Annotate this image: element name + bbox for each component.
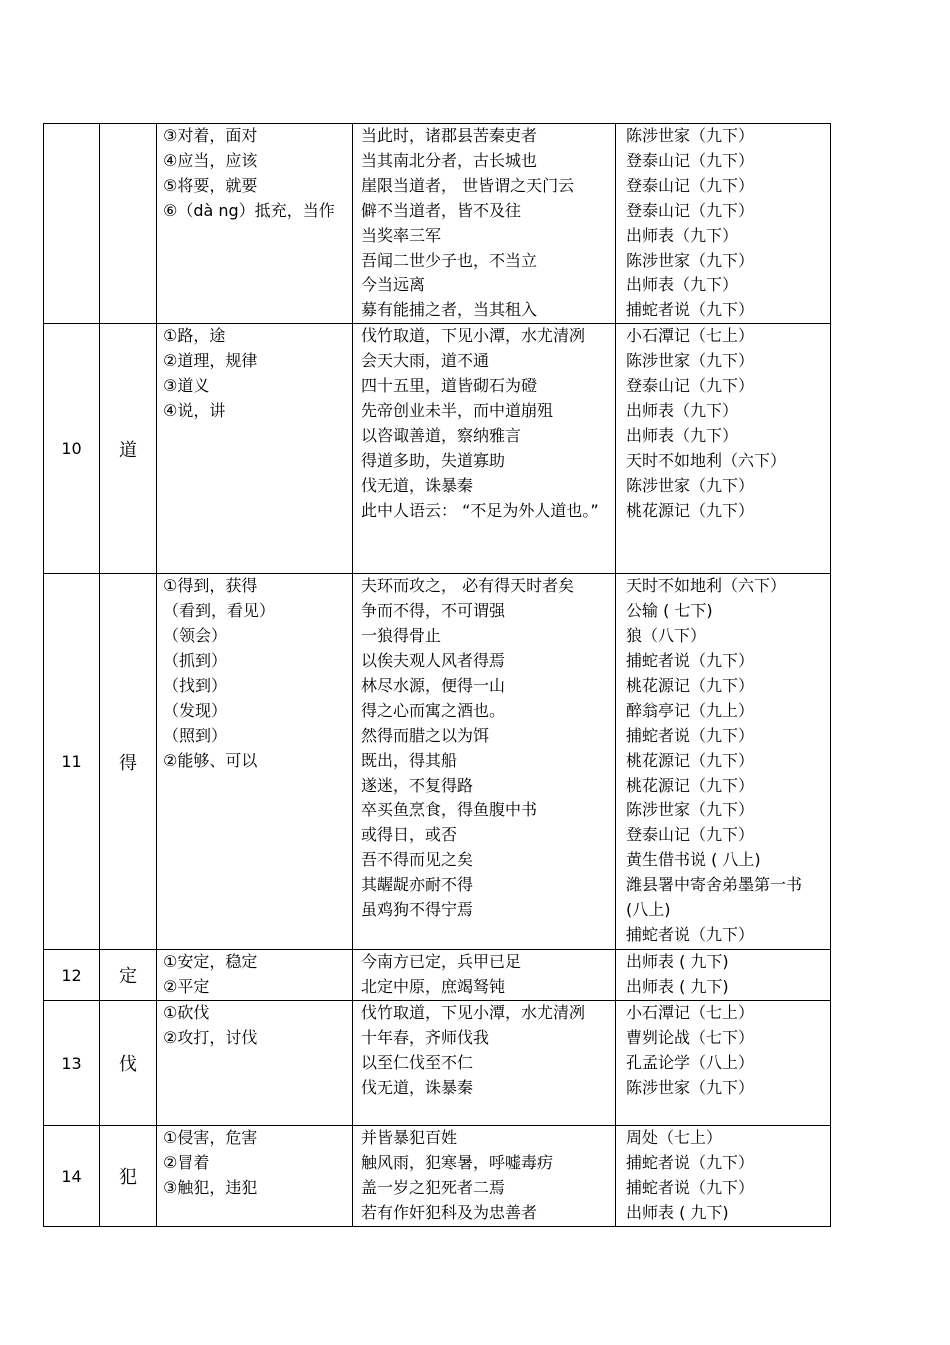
entry-number: 10	[44, 324, 100, 574]
example-line: 虽鸡狗不得宁焉	[361, 900, 474, 920]
example-line: 夫环而攻之， 必有得天时者矣	[361, 576, 575, 596]
table-row	[44, 950, 831, 1001]
table-row	[44, 124, 831, 324]
source-line: 捕蛇者说（九下）	[626, 650, 755, 670]
source-line: 陈涉世家（九下）	[626, 250, 755, 270]
meaning-line: ③对着，面对	[163, 126, 258, 145]
example-line: 触风雨，犯寒暑，呼嘘毒疠	[361, 1152, 554, 1172]
example-line: 争而不得，不可谓强	[361, 601, 506, 621]
meaning-line: ②冒着	[163, 1152, 210, 1172]
meaning-line: （领会）	[163, 626, 228, 646]
example-line: 僻不当道者，皆不及往	[361, 200, 522, 220]
meaning-line: ①路，途	[163, 326, 226, 346]
meaning-line: ④应当，应该	[163, 150, 258, 170]
source-line: 黄生借书说 ( 八上)	[626, 850, 761, 870]
meaning-line: ①侵害，危害	[163, 1128, 258, 1148]
example-line: 得之心而寓之酒也。	[361, 700, 506, 720]
example-line: 北定中原，庶竭驽钝	[361, 977, 506, 997]
examples-cell	[353, 1126, 616, 1227]
source-line: 出师表（九下）	[626, 275, 739, 295]
source-line: 登泰山记（九下）	[626, 825, 755, 845]
source-line: 曹刿论战（七下）	[626, 1027, 755, 1047]
meaning-line: （照到）	[163, 725, 228, 745]
example-line: 此中人语云： “不足为外人道也。”	[361, 500, 599, 520]
examples-cell	[353, 574, 616, 950]
example-line: 今当远离	[361, 275, 426, 295]
example-line: 以咨诹善道，察纳雅言	[361, 425, 522, 445]
source-line: 出师表 ( 九下)	[626, 1202, 729, 1222]
example-line: 会天大雨，道不通	[361, 351, 490, 371]
source-line: 登泰山记（九下）	[626, 200, 755, 220]
table-row	[44, 1126, 831, 1227]
example-line: 既出，得其船	[361, 750, 458, 770]
meanings-cell	[157, 1001, 353, 1126]
meaning-line: ①得到，获得	[163, 576, 258, 596]
meanings-cell	[157, 324, 353, 574]
example-line: 伐竹取道，下见小潭，水尤清冽	[361, 326, 586, 346]
example-line: 若有作奸犯科及为忠善者	[361, 1202, 538, 1222]
example-line: 或得日，或否	[361, 825, 458, 845]
example-line: 今南方已定，兵甲已足	[361, 952, 522, 972]
examples-cell	[353, 950, 616, 1001]
source-line: 捕蛇者说（九下）	[626, 1177, 755, 1197]
meanings-cell	[157, 950, 353, 1001]
entry-character: 伐	[100, 1001, 157, 1126]
source-line: 陈涉世家（九下）	[626, 1077, 755, 1097]
meanings-cell	[157, 574, 353, 950]
table-row	[44, 324, 831, 574]
source-line: 狼（八下）	[626, 626, 707, 646]
source-line: 出师表（九下）	[626, 225, 739, 245]
example-line: 以俟夫观人风者得焉	[361, 650, 506, 670]
example-line: 伐无道，诛暴秦	[361, 475, 474, 495]
meanings-cell	[157, 124, 353, 324]
sources-cell	[616, 1126, 831, 1227]
source-line: 捕蛇者说（九下）	[626, 300, 755, 320]
source-line: 醉翁亭记（九上）	[626, 700, 755, 720]
examples-cell	[353, 324, 616, 574]
sources-cell	[616, 324, 831, 574]
table-row	[44, 1001, 831, 1126]
meanings-cell	[157, 1126, 353, 1227]
meaning-line: ⑤将要，就要	[163, 175, 258, 195]
table-body	[44, 124, 831, 1227]
meaning-line: ①安定，稳定	[163, 952, 258, 972]
entry-character: 定	[100, 950, 157, 1001]
source-line: 登泰山记（九下）	[626, 175, 755, 195]
source-line: 潍县署中寄舍弟墨第一书(八上)	[626, 875, 803, 920]
meaning-line: ②能够、可以	[163, 750, 258, 770]
source-line: 桃花源记（九下）	[626, 750, 755, 770]
meaning-line: ④说，讲	[163, 400, 226, 420]
meaning-line: （发现）	[163, 700, 228, 720]
entry-character	[100, 124, 157, 324]
source-line: 出师表 ( 九下)	[626, 952, 729, 972]
source-line: 出师表 ( 九下)	[626, 977, 729, 997]
example-line: 其龌龊亦耐不得	[361, 875, 474, 895]
entry-number	[44, 124, 100, 324]
example-line: 当其南北分者，古长城也	[361, 150, 538, 170]
vocabulary-table	[43, 123, 831, 1227]
example-line: 以至仁伐至不仁	[361, 1052, 474, 1072]
example-line: 伐无道，诛暴秦	[361, 1077, 474, 1097]
source-line: 陈涉世家（九下）	[626, 351, 755, 371]
example-line: 当此时，诸郡县苦秦吏者	[361, 126, 538, 145]
example-line: 卒买鱼烹食，得鱼腹中书	[361, 800, 538, 820]
entry-character: 犯	[100, 1126, 157, 1227]
source-line: 小石潭记（七上）	[626, 326, 755, 346]
entry-number: 14	[44, 1126, 100, 1227]
examples-cell	[353, 124, 616, 324]
entry-character: 得	[100, 574, 157, 950]
source-line: 登泰山记（九下）	[626, 376, 755, 396]
example-line: 吾闻二世少子也，不当立	[361, 250, 538, 270]
sources-cell	[616, 124, 831, 324]
source-line: 孔孟论学（八上）	[626, 1052, 755, 1072]
source-line: 桃花源记（九下）	[626, 775, 755, 795]
source-line: 捕蛇者说（九下）	[626, 1152, 755, 1172]
example-line: 募有能捕之者，当其租入	[361, 300, 538, 320]
source-line: 登泰山记（九下）	[626, 150, 755, 170]
example-line: 先帝创业未半，而中道崩殂	[361, 400, 554, 420]
example-line: 遂迷，不复得路	[361, 775, 474, 795]
source-line: 捕蛇者说（九下）	[626, 924, 755, 944]
source-line: 周处（七上）	[626, 1128, 723, 1148]
sources-cell	[616, 574, 831, 950]
source-line: 出师表（九下）	[626, 425, 739, 445]
example-line: 并皆暴犯百姓	[361, 1128, 458, 1148]
entry-character: 道	[100, 324, 157, 574]
examples-cell	[353, 1001, 616, 1126]
sources-cell	[616, 950, 831, 1001]
table-row	[44, 574, 831, 950]
source-line: 天时不如地利（六下）	[626, 576, 787, 596]
meaning-line: ②道理，规律	[163, 351, 258, 371]
meaning-line: ②攻打，讨伐	[163, 1027, 258, 1047]
meaning-line: ①砍伐	[163, 1003, 210, 1023]
source-line: 天时不如地利（六下）	[626, 450, 787, 470]
source-line: 陈涉世家（九下）	[626, 126, 755, 145]
example-line: 得道多助，失道寡助	[361, 450, 506, 470]
source-line: 桃花源记（九下）	[626, 500, 755, 520]
meaning-line: （抓到）	[163, 650, 228, 670]
meaning-line: ③道义	[163, 376, 210, 396]
meaning-line: （找到）	[163, 675, 228, 695]
source-line: 出师表（九下）	[626, 400, 739, 420]
source-line: 捕蛇者说（九下）	[626, 725, 755, 745]
example-line: 崖限当道者， 世皆谓之天门云	[361, 175, 575, 195]
example-line: 伐竹取道，下见小潭，水尤清冽	[361, 1003, 586, 1023]
example-line: 当奖率三军	[361, 225, 442, 245]
example-line: 然得而腊之以为饵	[361, 725, 490, 745]
example-line: 盖一岁之犯死者二焉	[361, 1177, 506, 1197]
example-line: 一狼得骨止	[361, 626, 442, 646]
source-line: 桃花源记（九下）	[626, 675, 755, 695]
entry-number: 12	[44, 950, 100, 1001]
entry-number: 13	[44, 1001, 100, 1126]
meaning-line: ②平定	[163, 977, 210, 997]
example-line: 十年春，齐师伐我	[361, 1027, 490, 1047]
meaning-line: ⑥（dà ng）抵充，当作	[163, 200, 335, 220]
source-line: 陈涉世家（九下）	[626, 800, 755, 820]
entry-number: 11	[44, 574, 100, 950]
example-line: 吾不得而见之矣	[361, 850, 474, 870]
source-line: 小石潭记（七上）	[626, 1003, 755, 1023]
source-line: 陈涉世家（九下）	[626, 475, 755, 495]
meaning-line: ③触犯，违犯	[163, 1177, 258, 1197]
meaning-line: （看到，看见）	[163, 601, 276, 621]
example-line: 四十五里，道皆砌石为磴	[361, 376, 538, 396]
source-line: 公输 ( 七下)	[626, 601, 713, 621]
sources-cell	[616, 1001, 831, 1126]
example-line: 林尽水源，便得一山	[361, 675, 506, 695]
